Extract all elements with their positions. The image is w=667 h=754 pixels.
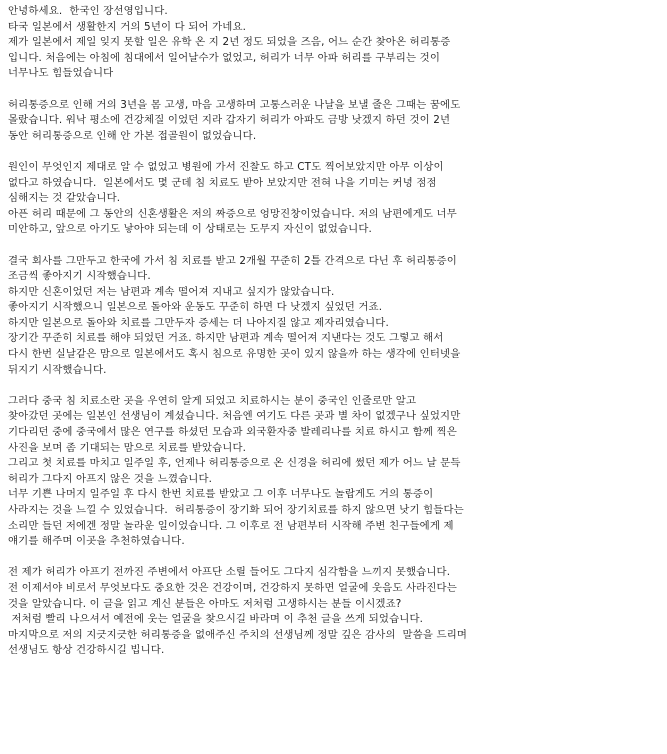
text-line: 사라지는 것을 느낄 수 있었습니다. 허리통증이 장기화 되어 장기치료를 하지 않으면 낫기 힘들다는 <box>8 504 464 516</box>
text-line: 결국 회사를 그만두고 한국에 가서 침 치료를 받고 2개월 꾸준히 2틀 간격으로 다닌 후 허리통증이 <box>8 254 457 267</box>
text-line: 하지만 일본으로 돌아와 치료를 그만두자 증세는 더 나아지질 않고 제자리였습니다. <box>8 316 389 329</box>
text-line: 아픈 허리 때문에 그 동안의 신혼생활은 저의 짜증으로 엉망진창이었습니다. 저의 남편에게도 너무 <box>8 207 457 220</box>
paragraph-gap <box>8 238 667 254</box>
text-line: 제가 일본에서 제일 잊지 못할 일은 유학 온 지 2년 정도 되었을 즈음, 어느 순간 찾아온 허리통증 <box>8 36 451 49</box>
text-line: 미안하고, 앞으로 아기도 낳아야 되는데 이 상태로는 도무지 자신이 없었습니다. <box>8 223 372 236</box>
paragraph <box>8 4 667 82</box>
text-line: 입니다. 처음에는 아침에 침대에서 일어날수가 없었고, 허리가 너무 아파 허리를 구부리는 것이 <box>8 51 441 64</box>
text-line: 좋아지기 시작했으니 일본으로 돌아와 운동도 꾸준히 하면 다 낫겠지 싶었던 거죠. <box>8 301 383 314</box>
text-line: 하지만 신혼이었던 저는 남편과 계속 떨어져 지내고 싶지가 않았습니다. <box>8 285 335 298</box>
text-line: 동안 허리통증으로 인해 안 가본 접골원이 없었습니다. <box>8 129 257 142</box>
text-line: 뒤지기 시작했습니다. <box>8 363 107 376</box>
text-line: 없다고 하였습니다. 일본에서도 몇 군데 침 치료도 받아 보았지만 전혀 나을 기미는 커녕 점점 <box>8 176 437 189</box>
text-line: 그리고 첫 치료를 마치고 일주일 후, 언제나 허리통증으로 온 신경을 허리에 썼던 제가 어느 날 문득 <box>8 457 461 470</box>
text-line: 저처럼 빨리 나으셔서 예전에 웃는 얼굴을 찾으시길 바라며 이 추천 글을 쓰게 되었습니다. <box>8 613 424 626</box>
text-line: 마지막으로 저의 지긋지긋한 허리통증을 없애주신 주치의 선생님께 정말 깊은 감사의 말씀을 드리며 <box>8 628 468 641</box>
paragraph <box>8 98 667 145</box>
text-line: 허리가 그다지 아프지 않은 것을 느꼈습니다. <box>8 472 213 485</box>
text-line: 소리만 들던 저에겐 정말 놀라운 일이었습니다. 그 이후로 전 남편부터 시작해 주변 친구들에게 제 <box>8 519 454 532</box>
paragraph-gap <box>8 82 667 98</box>
paragraph <box>8 565 667 659</box>
text-line: 너무나도 힘들었습니다 <box>8 67 114 80</box>
text-line: 찾아갔던 곳에는 일본인 선생님이 계셨습니다. 처음엔 여기도 다른 곳과 별 차이 없겠구나 싶었지만 <box>8 410 461 423</box>
text-line: 사진을 보며 좀 기대되는 맘으로 치료를 받았습니다. <box>8 441 247 454</box>
text-line: 원인이 무엇인지 제대로 알 수 없었고 병원에 가서 진찰도 하고 CT도 찍어보았지만 아무 이상이 <box>8 160 444 173</box>
paragraph-gap <box>8 378 667 394</box>
text-line: 얘기를 해주며 이곳을 추천하였습니다. <box>8 535 185 548</box>
text-line: 타국 일본에서 생활한지 거의 5년이 다 되어 가네요. <box>8 20 247 33</box>
text-line: 조금씩 좋아지기 시작했습니다. <box>8 270 151 283</box>
paragraph <box>8 160 667 238</box>
text-line: 안녕하세요. 한국인 장선영입니다. <box>8 5 168 17</box>
paragraph-gap <box>8 144 667 160</box>
text-line: 다시 한번 실날같은 맘으로 일본에서도 혹시 침으로 유명한 곳이 있지 않을까 하는 생각에 인터넷을 <box>8 348 461 361</box>
text-line: 것을 알았습니다. 이 글을 읽고 계신 분들은 아마도 저처럼 고생하시는 분들 이시겠죠? <box>8 597 402 610</box>
text-line: 전 이제서야 비로서 무엇보다도 중요한 것은 건강이며, 건강하지 못하면 얼굴에 웃음도 사라진다는 <box>8 581 457 594</box>
text-line: 허리통증으로 인해 거의 3년을 몸 고생, 마음 고생하며 고통스러운 나날을 보낼 줄은 그때는 꿈에도 <box>8 98 461 111</box>
text-line: 몰랐습니다. 워낙 평소에 건강체질 이었던 지라 갑자기 허리가 아파도 금방 낫겠지 하던 것이 2년 <box>8 114 451 127</box>
paragraph <box>8 394 667 550</box>
letter-body <box>8 4 667 659</box>
text-line: 심해지는 것 같았습니다. <box>8 192 121 205</box>
text-line: 장기간 꾸준히 치료를 해야 되었던 거죠. 하지만 남편과 계속 떨어져 지낸다는 것도 그렇고 해서 <box>8 332 444 345</box>
text-line: 선생님도 항상 건강하시길 빕니다. <box>8 644 165 657</box>
text-line: 그러다 중국 침 치료소란 곳을 우연히 알게 되었고 치료하시는 분이 중국인 인줄로만 알고 <box>8 394 417 407</box>
text-line: 너무 기쁜 나머지 일주일 후 다시 한번 치료를 받았고 그 이후 너무나도 놀랍게도 거의 통증이 <box>8 488 434 501</box>
text-line: 전 제가 허리가 아프기 전까진 주변에서 아프단 소릴 들어도 그다지 심각함을 느끼지 못했습니다. <box>8 566 451 579</box>
text-line: 기다리던 중에 중국에서 많은 연구를 하셨던 모습과 외국환자중 발레리나를 치료 하시고 함께 찍은 <box>8 426 457 439</box>
paragraph-gap <box>8 550 667 566</box>
paragraph <box>8 254 667 379</box>
